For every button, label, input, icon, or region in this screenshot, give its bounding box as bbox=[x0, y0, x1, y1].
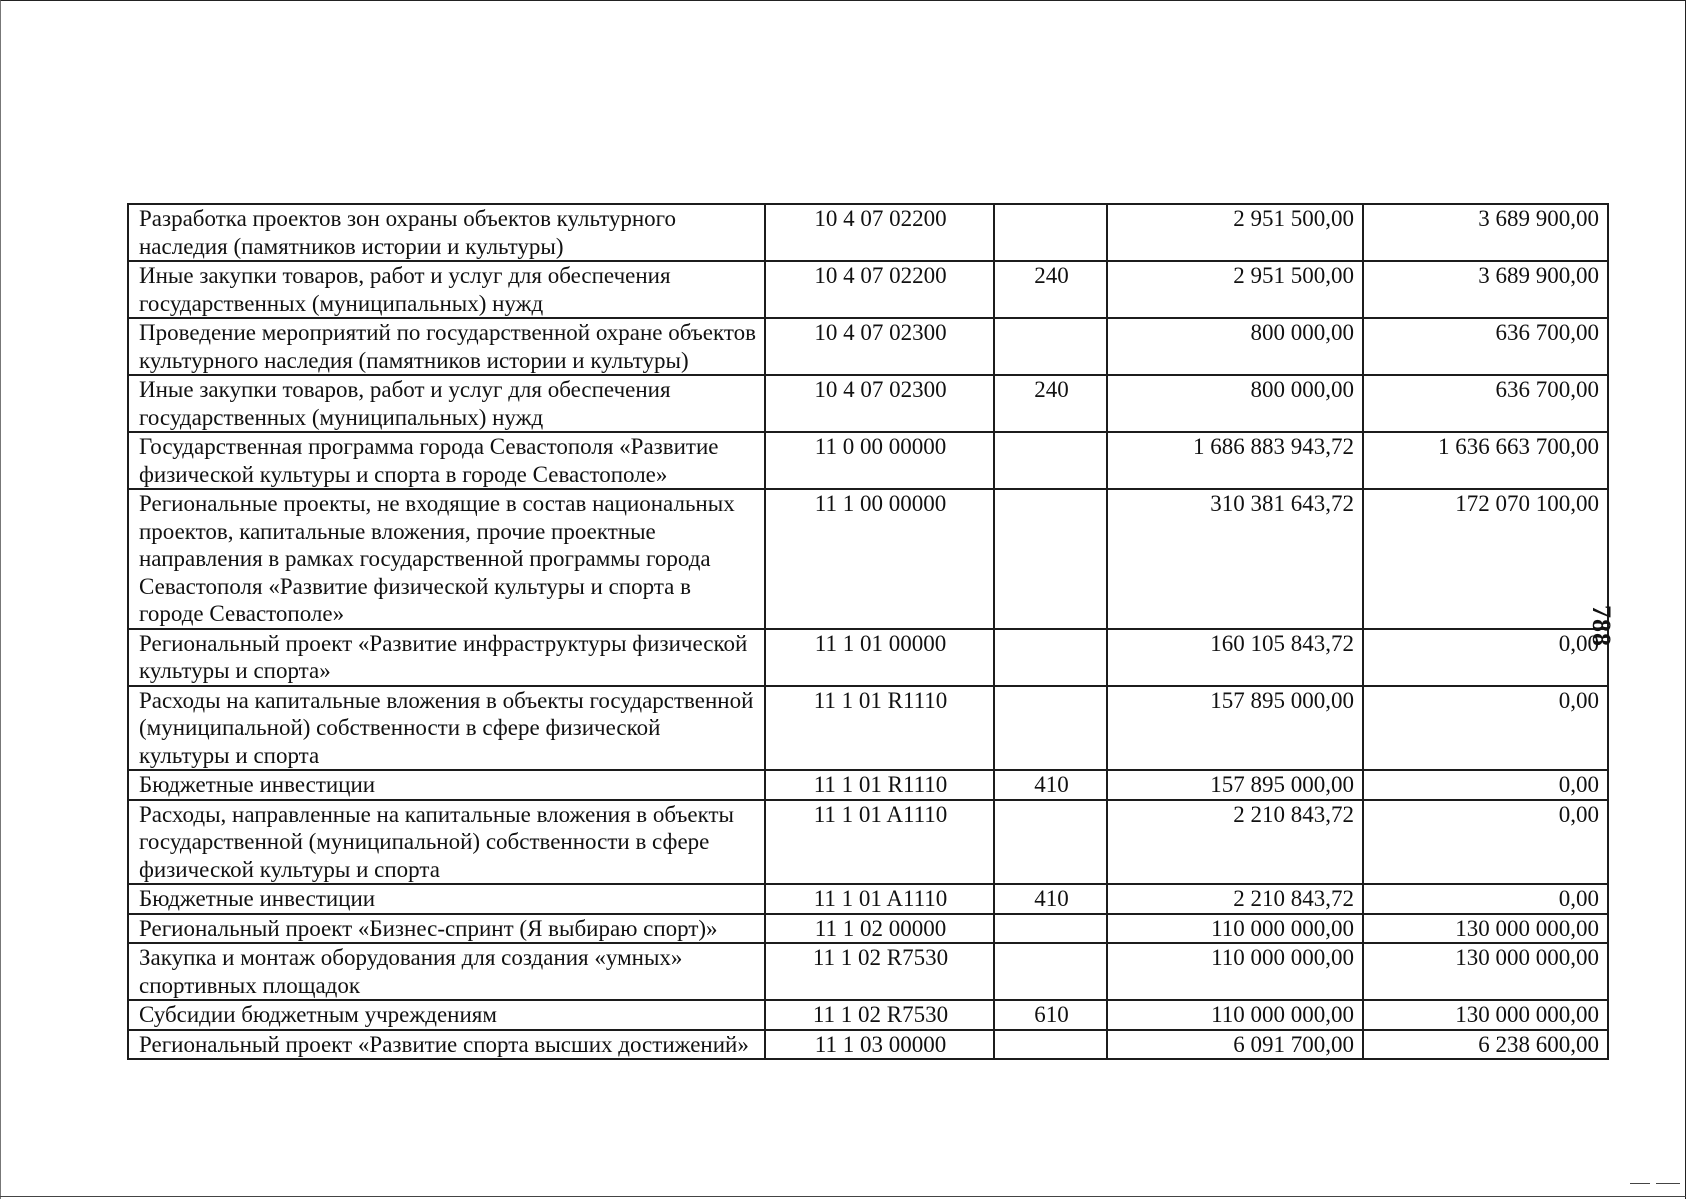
amount-year2-cell: 130 000 000,00 bbox=[1363, 914, 1608, 944]
target-code-cell: 11 1 00 00000 bbox=[765, 489, 994, 629]
table-row bbox=[128, 375, 1608, 432]
item-name-cell: Региональный проект «Развитие спорта высших достижений» bbox=[128, 1030, 765, 1060]
amount-year1-cell: 110 000 000,00 bbox=[1107, 1000, 1363, 1030]
amount-year1-cell: 6 091 700,00 bbox=[1107, 1030, 1363, 1060]
item-name-cell: Закупка и монтаж оборудования для создания «умных» спортивных площадок bbox=[128, 943, 765, 1000]
amount-year2-cell: 0,00 bbox=[1363, 629, 1608, 686]
amount-year1-cell: 110 000 000,00 bbox=[1107, 943, 1363, 1000]
table-row bbox=[128, 800, 1608, 885]
expense-kind-cell: 410 bbox=[994, 884, 1107, 914]
table-row bbox=[128, 318, 1608, 375]
target-code-cell: 11 1 01 00000 bbox=[765, 629, 994, 686]
amount-year1-cell: 2 210 843,72 bbox=[1107, 884, 1363, 914]
expense-kind-cell: 240 bbox=[994, 375, 1107, 432]
target-code-cell: 11 1 01 R1110 bbox=[765, 686, 994, 771]
item-name-cell: Разработка проектов зон охраны объектов культурного наследия (памятников истории и культуры) bbox=[128, 204, 765, 261]
amount-year1-cell: 2 951 500,00 bbox=[1107, 261, 1363, 318]
item-name-cell: Региональный проект «Бизнес-спринт (Я выбираю спорт)» bbox=[128, 914, 765, 944]
table-row bbox=[128, 1000, 1608, 1030]
target-code-cell: 10 4 07 02300 bbox=[765, 375, 994, 432]
table-row bbox=[128, 770, 1608, 800]
budget-table-body bbox=[128, 204, 1608, 1059]
amount-year2-cell: 0,00 bbox=[1363, 884, 1608, 914]
target-code-cell: 11 1 01 R1110 bbox=[765, 770, 994, 800]
expense-kind-cell bbox=[994, 686, 1107, 771]
item-name-cell: Расходы на капитальные вложения в объекты государственной (муниципальной) собственности в сфере физической культуры и спорта bbox=[128, 686, 765, 771]
table-row bbox=[128, 489, 1608, 629]
target-code-cell: 10 4 07 02200 bbox=[765, 261, 994, 318]
expense-kind-cell: 240 bbox=[994, 261, 1107, 318]
amount-year1-cell: 2 951 500,00 bbox=[1107, 204, 1363, 261]
table-row bbox=[128, 686, 1608, 771]
amount-year1-cell: 157 895 000,00 bbox=[1107, 770, 1363, 800]
expense-kind-cell bbox=[994, 943, 1107, 1000]
amount-year2-cell: 172 070 100,00 bbox=[1363, 489, 1608, 629]
amount-year1-cell: 2 210 843,72 bbox=[1107, 800, 1363, 885]
amount-year1-cell: 157 895 000,00 bbox=[1107, 686, 1363, 771]
item-name-cell: Проведение мероприятий по государственной охране объектов культурного наследия (памятников истории и культуры) bbox=[128, 318, 765, 375]
amount-year2-cell: 0,00 bbox=[1363, 686, 1608, 771]
expense-kind-cell bbox=[994, 914, 1107, 944]
item-name-cell: Иные закупки товаров, работ и услуг для обеспечения государственных (муниципальных) нужд bbox=[128, 261, 765, 318]
expense-kind-cell: 610 bbox=[994, 1000, 1107, 1030]
budget-table bbox=[127, 203, 1609, 1060]
target-code-cell: 10 4 07 02200 bbox=[765, 204, 994, 261]
table-row bbox=[128, 261, 1608, 318]
target-code-cell: 11 1 02 00000 bbox=[765, 914, 994, 944]
table-row bbox=[128, 204, 1608, 261]
item-name-cell: Региональный проект «Развитие инфраструктуры физической культуры и спорта» bbox=[128, 629, 765, 686]
amount-year2-cell: 6 238 600,00 bbox=[1363, 1030, 1608, 1060]
expense-kind-cell bbox=[994, 1030, 1107, 1060]
table-row bbox=[128, 884, 1608, 914]
item-name-cell: Бюджетные инвестиции bbox=[128, 884, 765, 914]
amount-year1-cell: 110 000 000,00 bbox=[1107, 914, 1363, 944]
budget-table-container bbox=[127, 203, 1607, 1060]
target-code-cell: 11 1 02 R7530 bbox=[765, 1000, 994, 1030]
scan-edge-mark bbox=[1656, 1183, 1680, 1184]
table-row bbox=[128, 943, 1608, 1000]
expense-kind-cell bbox=[994, 318, 1107, 375]
amount-year1-cell: 1 686 883 943,72 bbox=[1107, 432, 1363, 489]
target-code-cell: 11 1 01 A1110 bbox=[765, 800, 994, 885]
table-row bbox=[128, 629, 1608, 686]
target-code-cell: 11 0 00 00000 bbox=[765, 432, 994, 489]
amount-year2-cell: 636 700,00 bbox=[1363, 318, 1608, 375]
amount-year2-cell: 130 000 000,00 bbox=[1363, 1000, 1608, 1030]
amount-year2-cell: 0,00 bbox=[1363, 800, 1608, 885]
expense-kind-cell bbox=[994, 489, 1107, 629]
amount-year1-cell: 800 000,00 bbox=[1107, 318, 1363, 375]
expense-kind-cell bbox=[994, 432, 1107, 489]
expense-kind-cell bbox=[994, 629, 1107, 686]
amount-year2-cell: 0,00 bbox=[1363, 770, 1608, 800]
amount-year2-cell: 130 000 000,00 bbox=[1363, 943, 1608, 1000]
amount-year1-cell: 800 000,00 bbox=[1107, 375, 1363, 432]
target-code-cell: 11 1 01 A1110 bbox=[765, 884, 994, 914]
target-code-cell: 10 4 07 02300 bbox=[765, 318, 994, 375]
scan-edge-mark bbox=[1630, 1183, 1650, 1184]
amount-year1-cell: 310 381 643,72 bbox=[1107, 489, 1363, 629]
table-row bbox=[128, 432, 1608, 489]
item-name-cell: Субсидии бюджетным учреждениям bbox=[128, 1000, 765, 1030]
target-code-cell: 11 1 02 R7530 bbox=[765, 943, 994, 1000]
expense-kind-cell bbox=[994, 204, 1107, 261]
amount-year1-cell: 160 105 843,72 bbox=[1107, 629, 1363, 686]
item-name-cell: Региональные проекты, не входящие в состав национальных проектов, капитальные вложения, прочие проектные направления в рамках государственной программы города Севастополя «Развитие физической культуры и спорта в городе Севастополе» bbox=[128, 489, 765, 629]
item-name-cell: Государственная программа города Севастополя «Развитие физической культуры и спорта в городе Севастополе» bbox=[128, 432, 765, 489]
page-number: 788 bbox=[1587, 605, 1616, 647]
item-name-cell: Иные закупки товаров, работ и услуг для обеспечения государственных (муниципальных) нужд bbox=[128, 375, 765, 432]
amount-year2-cell: 3 689 900,00 bbox=[1363, 204, 1608, 261]
amount-year2-cell: 636 700,00 bbox=[1363, 375, 1608, 432]
page-bottom-border bbox=[0, 1196, 1686, 1197]
expense-kind-cell bbox=[994, 800, 1107, 885]
target-code-cell: 11 1 03 00000 bbox=[765, 1030, 994, 1060]
item-name-cell: Расходы, направленные на капитальные вложения в объекты государственной (муниципальной) собственности в сфере физической культуры и спорта bbox=[128, 800, 765, 885]
item-name-cell: Бюджетные инвестиции bbox=[128, 770, 765, 800]
amount-year2-cell: 3 689 900,00 bbox=[1363, 261, 1608, 318]
table-row bbox=[128, 1030, 1608, 1060]
table-row bbox=[128, 914, 1608, 944]
expense-kind-cell: 410 bbox=[994, 770, 1107, 800]
amount-year2-cell: 1 636 663 700,00 bbox=[1363, 432, 1608, 489]
